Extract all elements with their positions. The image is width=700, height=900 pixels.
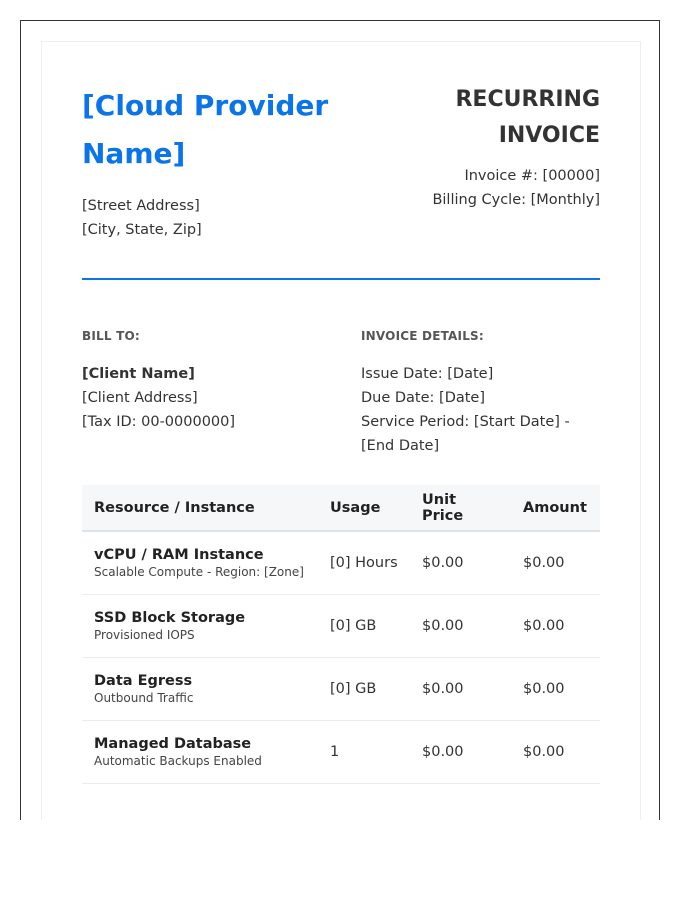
table-row xyxy=(82,658,600,721)
company-address xyxy=(82,194,352,242)
billing-cycle: Billing Cycle: [Monthly] xyxy=(432,192,600,208)
document-title: RECURRING INVOICE xyxy=(455,87,600,148)
resource-name: Managed Database xyxy=(94,736,252,752)
bill-to-block xyxy=(82,328,352,434)
resource-description: Scalable Compute - Region: [Zone] xyxy=(94,565,304,579)
table-header-row xyxy=(82,485,600,531)
usage-cell: [0] GB xyxy=(318,658,410,721)
column-header-resource: Resource / Instance xyxy=(82,485,318,531)
resource-name: SSD Block Storage xyxy=(94,610,246,626)
usage-cell: [0] Hours xyxy=(318,531,410,595)
table-row xyxy=(82,595,600,658)
amount-cell: $0.00 xyxy=(511,595,600,658)
resource-description: Automatic Backups Enabled xyxy=(94,754,262,768)
parties-section xyxy=(82,280,600,485)
company-block xyxy=(82,82,352,242)
resource-name: vCPU / RAM Instance xyxy=(94,547,264,563)
client-name: [Client Name] xyxy=(82,366,195,382)
company-street: [Street Address] xyxy=(82,198,200,214)
document-frame xyxy=(20,20,660,820)
resource-cell xyxy=(82,531,318,595)
line-items-table xyxy=(82,485,600,784)
usage-cell: [0] GB xyxy=(318,595,410,658)
resource-cell xyxy=(82,595,318,658)
unit-price-cell: $0.00 xyxy=(410,658,511,721)
resource-cell xyxy=(82,721,318,784)
invoice-meta xyxy=(400,82,600,212)
amount-cell: $0.00 xyxy=(511,721,600,784)
invoice-sheet xyxy=(41,41,641,820)
client-address: [Client Address] xyxy=(82,390,198,406)
company-city: [City, State, Zip] xyxy=(82,222,202,238)
resource-description: Outbound Traffic xyxy=(94,691,194,705)
amount-cell: $0.00 xyxy=(511,658,600,721)
column-header-amount: Amount xyxy=(511,485,600,531)
amount-cell: $0.00 xyxy=(511,531,600,595)
column-header-unit-price: Unit Price xyxy=(410,485,511,531)
table-row xyxy=(82,531,600,595)
invoice-header xyxy=(82,42,600,278)
invoice-details-block xyxy=(361,328,601,458)
unit-price-cell: $0.00 xyxy=(410,721,511,784)
client-tax-id: [Tax ID: 00-0000000] xyxy=(82,414,236,430)
company-name: [Cloud Provider Name] xyxy=(82,89,329,170)
resource-description: Provisioned IOPS xyxy=(94,628,195,642)
due-date: Due Date: [Date] xyxy=(361,390,486,406)
issue-date: Issue Date: [Date] xyxy=(361,366,494,382)
invoice-number: Invoice #: [00000] xyxy=(464,168,600,184)
column-header-usage: Usage xyxy=(318,485,410,531)
table-row xyxy=(82,721,600,784)
invoice-meta-lines xyxy=(400,164,600,212)
bill-to-heading: BILL TO: xyxy=(82,329,140,343)
usage-cell: 1 xyxy=(318,721,410,784)
invoice-details-heading: INVOICE DETAILS: xyxy=(361,329,484,343)
unit-price-cell: $0.00 xyxy=(410,595,511,658)
resource-cell xyxy=(82,658,318,721)
unit-price-cell: $0.00 xyxy=(410,531,511,595)
service-period: Service Period: [Start Date] - [End Date] xyxy=(361,414,570,454)
resource-name: Data Egress xyxy=(94,673,193,689)
